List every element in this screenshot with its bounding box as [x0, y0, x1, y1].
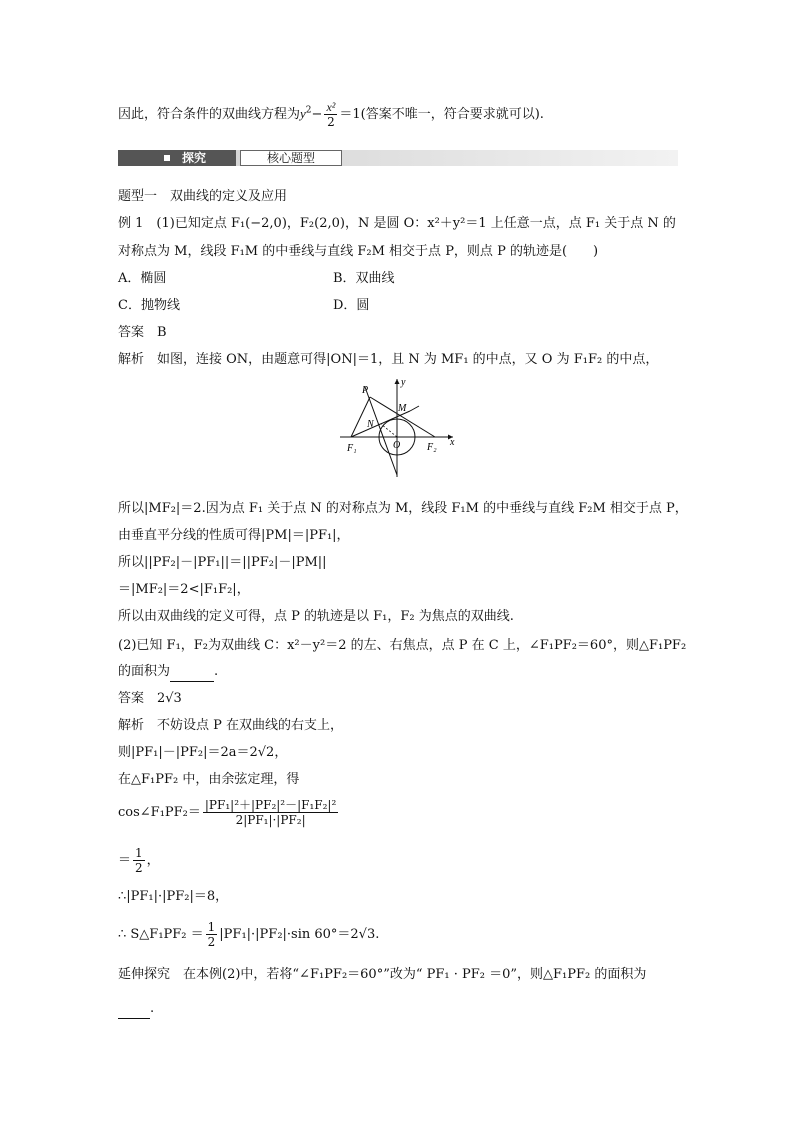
- example2-line1: (2)已知 F₁，F₂为双曲线 C：x²－y²＝2 的左、右焦点，点 P 在 C 上，∠F₁PF₂＝60°，则△F₁PF₂: [118, 638, 687, 653]
- option-b: B．双曲线: [333, 271, 395, 286]
- segment-o-n: [381, 424, 397, 437]
- half-prefix: ＝: [118, 853, 132, 868]
- option-c: C．抛物线: [118, 298, 180, 313]
- half-fraction: [133, 846, 145, 875]
- segment-f1-p: [351, 397, 370, 437]
- answer1: 答案 B: [118, 325, 167, 340]
- analysis1: 解析 如图，连接 ON，由题意可得|ON|＝1，且 N 为 MF₁ 的中点，又 O 为 F₁F₂ 的中点，: [118, 352, 659, 367]
- extension-end: .: [150, 1001, 155, 1016]
- solution1-line1: 所以|MF₂|＝2.因为点 F₁ 关于点 N 的对称点为 M，线段 F₁M 的中垂线与直线 F₂M 相交于点 P，: [118, 501, 688, 516]
- eq-minus: −: [311, 107, 323, 122]
- intro-conclusion: [118, 100, 544, 129]
- area-formula: [118, 920, 379, 949]
- half-suffix: ，: [146, 853, 160, 868]
- cos-num: |PF₁|²＋|PF₂|²－|F₁F₂|²: [204, 798, 337, 812]
- example1-line1: 例 1 (1)已知定点 F₁(−2,0)，F₂(2,0)，N 是圆 O：x²＋y²＝1 上任意一点，点 F₁ 关于点 N 的: [118, 216, 676, 231]
- y-axis-arrow: [395, 379, 400, 384]
- label-f2: F₂: [427, 442, 437, 453]
- cos-den: 2|PF₁|·|PF₂|: [235, 813, 306, 827]
- extension-line1: 延伸探究 在本例(2)中，若将“∠F₁PF₂＝60°”改为“ PF₁ · PF₂ ＝0”，则△F₁PF₂ 的面积为: [118, 967, 647, 982]
- cosine-value: [118, 846, 160, 875]
- eq-fraction: [324, 100, 337, 129]
- solution1-line4: ＝|MF₂|＝2<|F₁F₂|，: [118, 582, 250, 597]
- label-y: y: [401, 377, 406, 388]
- section-label: 探究: [182, 151, 207, 165]
- half-num: 1: [135, 846, 143, 860]
- label-m: M: [398, 403, 407, 414]
- area-fraction: [206, 920, 218, 949]
- hyperbola-figure: [335, 375, 465, 485]
- label-o: O: [393, 440, 401, 451]
- solution2-line3: 在△F₁PF₂ 中，由余弦定理，得: [118, 772, 300, 787]
- label-x: x: [450, 437, 455, 448]
- solution1-line3: 所以||PF₂|－|PF₁||＝||PF₂|－|PM||: [118, 555, 327, 570]
- area-num: 1: [207, 920, 216, 934]
- half-den: 2: [135, 861, 143, 875]
- eq-frac-den: 2: [327, 115, 335, 129]
- cos-lhs: cos∠F₁PF₂＝: [118, 805, 201, 820]
- example1-line2: 对称点为 M，线段 F₁M 的中垂线与直线 F₂M 相交于点 P，则点 P 的轨迹是( ): [118, 244, 599, 259]
- cosine-formula: [118, 798, 340, 827]
- eq-frac-num: x²: [326, 100, 336, 114]
- example2-line2-end: .: [214, 664, 219, 679]
- section-tab: 核心题型: [240, 150, 342, 166]
- intro-prefix: 因此，符合条件的双曲线方程为: [118, 107, 301, 122]
- label-f1: F₁: [347, 443, 357, 454]
- extension-line2: [118, 1000, 154, 1019]
- answer2: 答案 2√3: [118, 691, 182, 706]
- option-a: A．椭圆: [118, 271, 167, 286]
- area-rhs: |PF₁|·|PF₂|·sin 60°＝2√3.: [219, 927, 380, 942]
- option-d: D．圆: [333, 298, 370, 313]
- area-lhs: ∴ S△F₁PF₂ ＝: [118, 927, 204, 942]
- solution1-line2: 由垂直平分线的性质可得|PM|＝|PF₁|，: [118, 528, 350, 543]
- type-title: 题型一 双曲线的定义及应用: [118, 189, 288, 204]
- cos-fraction: [203, 798, 338, 827]
- solution2-product: ∴|PF₁|·|PF₂|＝8，: [118, 889, 229, 904]
- solution1-line5: 所以由双曲线的定义可得，点 P 的轨迹是以 F₁，F₂ 为焦点的双曲线.: [118, 609, 514, 624]
- extension-blank: [118, 1000, 150, 1019]
- solution2-line1: 解析 不妨设点 P 在双曲线的右支上，: [118, 718, 344, 733]
- section-bar-dark: [118, 150, 236, 166]
- example2-line2-text: 的面积为: [118, 664, 171, 679]
- eq-exp: 2: [305, 105, 312, 116]
- area-den: 2: [207, 935, 216, 949]
- answer-blank: [170, 663, 214, 682]
- m-extension: [410, 406, 419, 411]
- section-header: [118, 150, 678, 166]
- eq-rest: ＝1(答案不唯一，符合要求就可以).: [339, 107, 544, 122]
- eq-var-y: y: [300, 106, 306, 121]
- label-n: N: [367, 419, 374, 430]
- square-bullet-icon: [164, 155, 170, 161]
- segment-f1-m: [351, 411, 410, 437]
- solution2-line2: 则|PF₁|－|PF₂|＝2a＝2√2，: [118, 745, 288, 760]
- label-p: P: [362, 385, 369, 396]
- perpendicular-bisector: [365, 387, 397, 475]
- example2-line2: [118, 663, 218, 682]
